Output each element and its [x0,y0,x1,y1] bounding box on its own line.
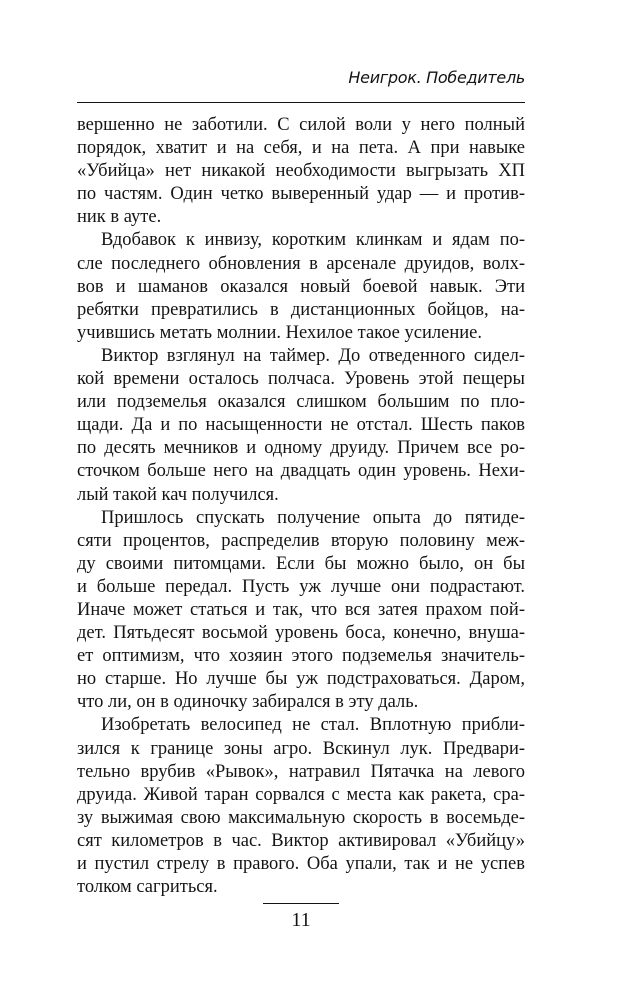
text-line: зился к границе зоны агро. Вскинул лук. Предвари- [77,738,525,759]
text-line: Пришлось спускать получение опыта до пятиде- [101,507,525,528]
text-line: учившись метать молнии. Нехилое такое усиление. [77,322,482,343]
text-line: и больше передал. Пусть уж лучше они подрастают. [77,576,525,597]
paragraph [77,229,525,344]
text-line: Иначе может статься и так, что вся затея прахом пой- [77,599,525,620]
text-line: Вдобавок к инвизу, коротким клинкам и ядам по- [101,230,525,251]
running-head: Неигрок. Победитель [348,68,525,87]
text-line: зу выжимая свою максимальную скорость в восемьде- [77,807,525,828]
paragraph [77,345,525,507]
text-line: что ли, он в одиночку забирался в эту даль. [77,692,419,713]
paragraph [77,714,525,899]
text-line: вершенно не заботили. С силой воли у него полный [77,115,525,135]
text-line: сят километров в час. Виктор активировал «Убийцу» [77,830,525,851]
text-line: и пустил стрелу в правого. Оба упали, так и не успев [77,854,525,874]
text-line: порядок, хватит и на себя, и на пета. А при навыке [77,138,525,159]
text-line: сточком больше него на двадцать один уровень. Нехи- [77,461,525,482]
text-line: лый такой кач получился. [77,484,279,505]
text-line: дет. Пятьдесят восьмой уровень боса, конечно, внуша- [77,623,525,644]
text-line: ет оптимизм, что хозяин этого подземелья значитель- [77,646,525,667]
text-line: ду своими питомцами. Если бы можно было, он бы [77,553,525,574]
text-line: «Убийца» нет никакой необходимости выгрызать ХП [77,161,525,182]
body-text [77,114,525,899]
text-line: щади. Да и по насыщенности не отстал. Шесть паков [77,415,525,436]
paragraph [77,507,525,715]
paragraph [77,114,525,229]
text-line: друида. Живой таран сорвался с места как ракета, сра- [77,784,525,805]
text-line: ник в ауте. [77,207,162,228]
text-line: по десять мечников и одному друиду. Причем все ро- [77,438,525,459]
text-line: по частям. Один четко выверенный удар — и против- [77,184,525,205]
text-line: тельно врубив «Рывок», натравил Пятачка на левого [77,761,525,782]
text-line: вов и шаманов оказался новый боевой навык. Эти [77,276,525,297]
text-line: ребятки превратились в дистанционных бойцов, на- [77,299,525,320]
footer-rule [263,903,339,904]
text-line: или подземелья оказался слишком большим по пло- [77,392,525,413]
header-rule [77,102,525,103]
page-number: 11 [291,909,311,931]
text-line: Изобретать велосипед не стал. Вплотную прибли- [101,715,525,736]
text-line: Виктор взглянул на таймер. До отведенного сидел- [101,345,525,366]
text-line: сле последнего обновления в арсенале друидов, волх- [77,253,525,274]
text-line: кой времени осталось полчаса. Уровень этой пещеры [77,369,525,390]
text-line: сяти процентов, распределив вторую половину меж- [77,530,525,551]
text-line: толком сагриться. [77,877,218,898]
text-line: но старше. Но лучше бы уж подстраховаться. Даром, [77,669,525,690]
